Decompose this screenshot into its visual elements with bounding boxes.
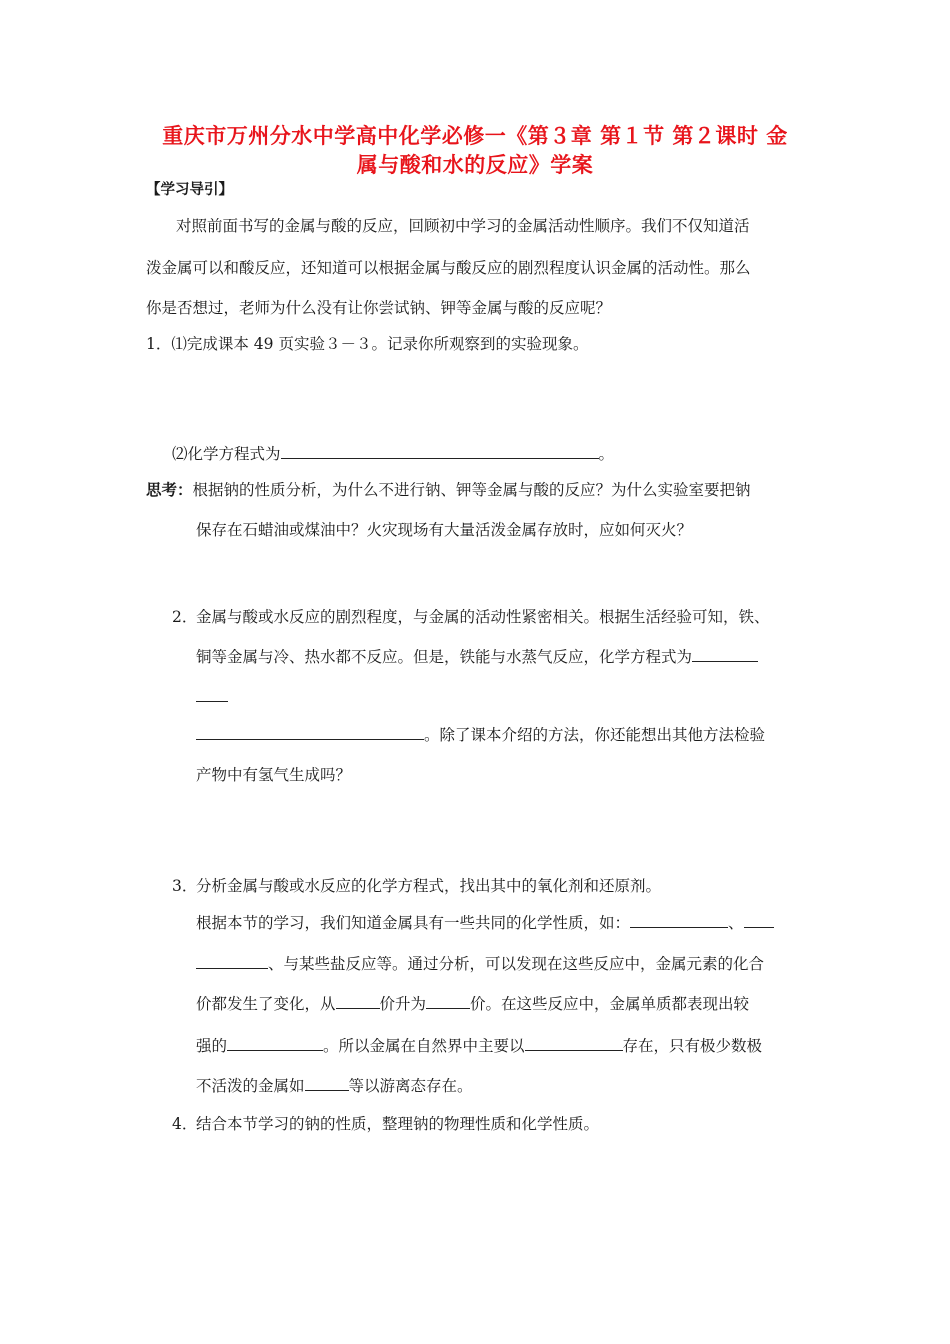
intro-line-3: 你是否想过，老师为什么没有让你尝试钠、钾等金属与酸的反应呢？ (146, 299, 612, 317)
think-line-2: 保存在石蜡油或煤油中？火灾现场有大量活泼金属存放时，应如何灭火？ (196, 521, 693, 539)
question-3-number: 3． (172, 877, 198, 895)
think-label: 思考： (146, 481, 193, 499)
question-3-line-2 (196, 912, 774, 934)
equation-prompt: ⑵化学方程式为 (172, 445, 281, 463)
steam-equation-blank-3[interactable] (196, 725, 424, 740)
intro-line-2: 泼金属可以和酸反应，还知道可以根据金属与酸反应的剧烈程度认识金属的活动性。那么 (146, 259, 751, 277)
question-3-text-5a: 强的 (196, 1037, 228, 1055)
title-line-1: 重庆市万州分水中学高中化学必修一《第３章 第１节 第２课时 金 (162, 124, 788, 148)
question-2-text-2: 铜等金属与冷、热水都不反应。但是，铁能与水蒸气反应，化学方程式为 (196, 648, 693, 666)
question-3-text-2: 根据本节的学习，我们知道金属具有一些共同的化学性质，如： (196, 914, 631, 932)
question-3-text-5c: 存在，只有极少数极 (622, 1037, 763, 1055)
question-3-text-3: 、与某些盐反应等。通过分析，可以发现在这些反应中，金属元素的化合 (268, 955, 765, 973)
question-3-text-6a: 不活泼的金属如 (196, 1077, 305, 1095)
equation-blank[interactable] (281, 444, 599, 459)
question-3-line-4 (196, 993, 749, 1015)
natural-state-blank[interactable] (525, 1036, 623, 1051)
question-2-number: 2． (172, 608, 198, 626)
steam-equation-blank-1[interactable] (692, 647, 758, 662)
document-title (120, 122, 830, 180)
property-blank-2b[interactable] (196, 954, 268, 969)
property-blank-1[interactable] (630, 913, 728, 928)
inert-metal-blank[interactable] (305, 1076, 349, 1091)
think-text-1: 根据钠的性质分析，为什么不进行钠、钾等金属与酸的反应？为什么实验室要把钠 (192, 481, 751, 499)
question-3-text-4a: 价都发生了变化，从 (196, 995, 336, 1013)
question-3-line-3 (196, 953, 764, 975)
question-1-part-1: 1．⑴完成课本 49 页实验３－３。记录你所观察到的实验现象。 (146, 335, 589, 353)
question-3-text-4b: 价升为 (379, 995, 427, 1013)
property-type-blank[interactable] (227, 1036, 323, 1051)
title-line-2: 属与酸和水的反应》学案 (356, 153, 594, 177)
question-3-line-1: 分析金属与酸或水反应的化学方程式，找出其中的氧化剂和还原剂。 (196, 877, 662, 895)
property-blank-2a[interactable] (744, 913, 774, 928)
question-3-text-5b: 。所以金属在自然界中主要以 (323, 1037, 525, 1055)
question-2-line-5: 产物中有氢气生成吗？ (196, 766, 352, 784)
question-3-text-4c: 价。在这些反应中，金属单质都表现出较 (470, 995, 750, 1013)
think-line-1 (146, 479, 751, 501)
question-3-line-6 (196, 1075, 473, 1097)
equation-end: 。 (598, 445, 615, 463)
intro-line-1: 对照前面书写的金属与酸的反应，回顾初中学习的金属活动性顺序。我们不仅知道活 (176, 217, 750, 235)
valence-from-blank[interactable] (336, 994, 380, 1009)
section-header: 【学习导引】 (146, 182, 233, 198)
question-3-line-5 (196, 1035, 762, 1057)
valence-to-blank[interactable] (426, 994, 470, 1009)
question-2-line-2 (196, 646, 758, 668)
property-separator: 、 (728, 914, 744, 932)
steam-equation-blank-2[interactable] (196, 687, 228, 702)
question-1-part-2 (172, 443, 614, 465)
question-2-text-4: 。除了课本介绍的方法，你还能想出其他方法检验 (424, 726, 766, 744)
question-3-text-6b: 等以游离态存在。 (348, 1077, 473, 1095)
question-2-line-3 (196, 686, 228, 708)
question-4-text: 结合本节学习的钠的性质，整理钠的物理性质和化学性质。 (196, 1115, 600, 1133)
question-4-number: 4． (172, 1115, 198, 1133)
question-2-line-1: 金属与酸或水反应的剧烈程度，与金属的活动性紧密相关。根据生活经验可知，铁、 (196, 608, 770, 626)
question-2-line-4 (196, 724, 765, 746)
